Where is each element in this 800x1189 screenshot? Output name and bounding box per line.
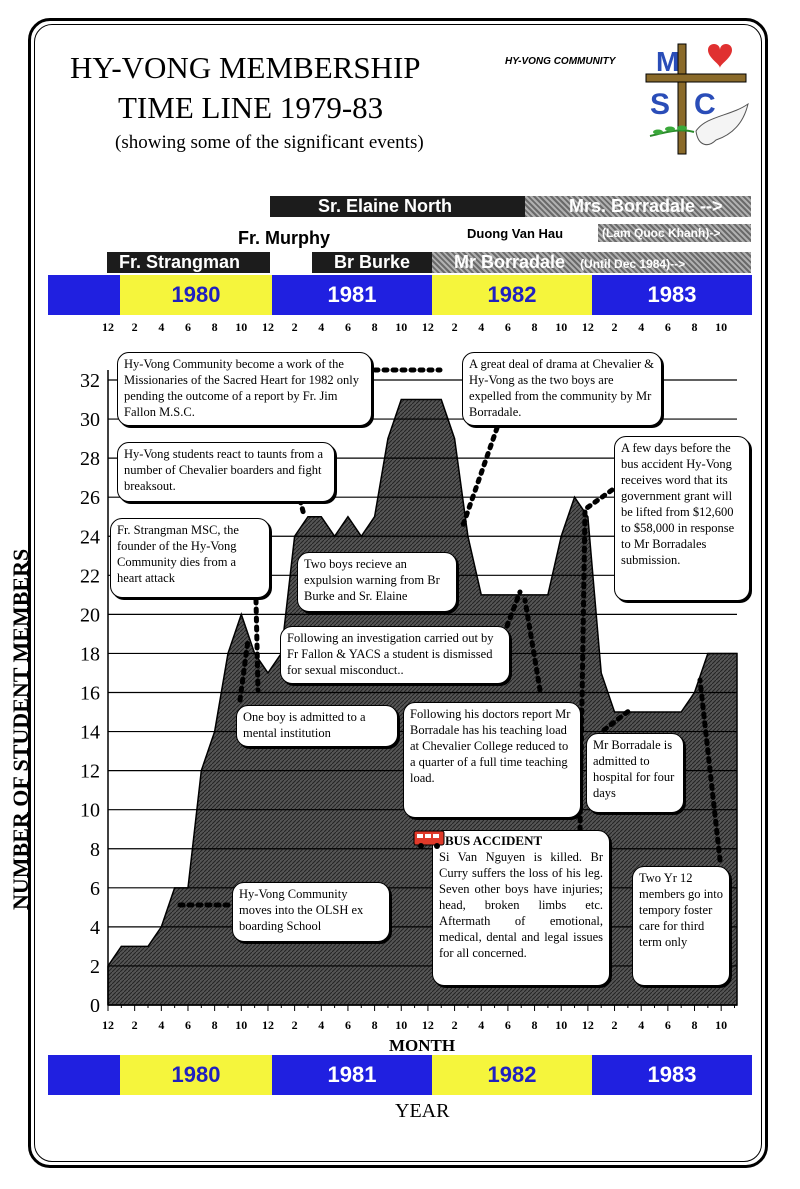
label-until: (Until Dec 1984)-->: [580, 257, 686, 271]
year-seg-1979-bottom: [48, 1055, 120, 1095]
bottom-month-tick-3: 6: [184, 1018, 191, 1032]
bus-icon: [413, 829, 445, 851]
connector-fight: [300, 500, 304, 515]
bottom-month-tick-0: 12: [102, 1018, 114, 1032]
y-tick-14: 14: [80, 721, 100, 744]
y-tick-20: 20: [80, 604, 100, 627]
logo-letter-s: S: [650, 88, 671, 121]
year-seg-1982: 1982: [432, 275, 592, 315]
top-month-tick-21: 6: [664, 320, 671, 334]
year-seg-1983-bottom: 1983: [592, 1055, 752, 1095]
bottom-month-tick-13: 2: [451, 1018, 458, 1032]
label-sr-elaine: Sr. Elaine North: [318, 196, 453, 216]
y-tick-28: 28: [80, 448, 100, 471]
y-tick-22: 22: [80, 565, 100, 588]
bottom-month-tick-12: 12: [421, 1018, 434, 1032]
top-month-tick-22: 8: [691, 320, 698, 334]
year-seg-1982-bottom: 1982: [432, 1055, 592, 1095]
year-seg-1983: 1983: [592, 275, 752, 315]
top-month-tick-16: 8: [531, 320, 538, 334]
y-tick-10: 10: [80, 799, 100, 822]
note-government-grant: A few days before the bus accident Hy-Vong receives word that its government grant will be lifted from $12,600 to $58,000 in response to Mr Borradales submission.: [614, 436, 750, 601]
top-month-tick-7: 2: [291, 320, 298, 334]
label-fr-murphy: Fr. Murphy: [238, 228, 331, 248]
top-month-tick-17: 10: [555, 320, 568, 334]
year-seg-1980-bottom: 1980: [120, 1055, 272, 1095]
y-tick-6: 6: [90, 877, 100, 900]
y-tick-12: 12: [80, 760, 100, 783]
label-lam: (Lam Quoc Khanh)->: [602, 226, 721, 240]
top-month-tick-15: 6: [504, 320, 511, 334]
note-mental-institution: One boy is admitted to a mental institution: [236, 705, 398, 747]
top-month-tick-14: 4: [478, 320, 485, 334]
note-expulsion-warning: Two boys recieve an expulsion warning from Br Burke and Sr. Elaine: [297, 552, 457, 612]
bottom-month-tick-20: 4: [638, 1018, 645, 1032]
y-tick-0: 0: [90, 995, 100, 1017]
top-month-tick-11: 10: [395, 320, 408, 334]
label-mr-borradale: Mr Borradale: [454, 252, 566, 272]
bottom-month-tick-6: 12: [261, 1018, 274, 1032]
year-axis-label: YEAR: [395, 1100, 450, 1122]
top-month-tick-12: 12: [421, 320, 434, 334]
logo-letter-m: M: [656, 46, 680, 77]
top-month-tick-13: 2: [451, 320, 458, 334]
x-axis-label: MONTH: [389, 1036, 456, 1055]
bottom-month-tick-1: 2: [131, 1018, 138, 1032]
year-row-bottom: [48, 1055, 752, 1095]
bottom-month-tick-10: 8: [371, 1018, 378, 1032]
top-month-tick-2: 4: [158, 320, 165, 334]
note-msc-work: Hy-Vong Community become a work of the Missionaries of the Sacred Heart for 1982 only pending the outcome of a report by Fr. Jim Fallon M.S.C.: [117, 352, 372, 426]
bus-accident-text: Si Van Nguyen is killed. Br Curry suffers the loss of his leg. Seven other boys have injuries; head, broken limbs etc. Aftermath of emotional, medical, dental and legal issues for all concerned.: [439, 850, 603, 960]
bottom-month-tick-9: 6: [344, 1018, 351, 1032]
note-doctors-report: Following his doctors report Mr Borradale has his teaching load at Chevalier College reduced to a quarter of a full time teaching load.: [403, 702, 581, 818]
bottom-month-tick-22: 8: [691, 1018, 698, 1032]
bottom-month-tick-21: 6: [664, 1018, 671, 1032]
note-hospital: Mr Borradale is admitted to hospital for four days: [586, 733, 684, 813]
y-tick-32: 32: [80, 370, 100, 392]
bottom-month-tick-18: 12: [581, 1018, 594, 1032]
month-row-bottom: [0, 1018, 800, 1034]
top-month-tick-19: 2: [611, 320, 618, 334]
year-seg-1981: 1981: [272, 275, 432, 315]
year-seg-1981-bottom: 1981: [272, 1055, 432, 1095]
note-bus-accident: [432, 830, 610, 986]
connector-strangman: [256, 600, 258, 690]
top-month-tick-3: 6: [184, 320, 191, 334]
top-month-tick-0: 12: [102, 320, 114, 334]
community-name: HY-VONG COMMUNITY: [505, 56, 616, 67]
y-tick-4: 4: [90, 916, 100, 939]
bottom-month-tick-4: 8: [211, 1018, 218, 1032]
bottom-month-tick-19: 2: [611, 1018, 618, 1032]
note-fight: Hy-Vong students react to taunts from a number of Chevalier boarders and fight breaksout.: [117, 442, 335, 502]
y-tick-16: 16: [80, 682, 100, 705]
label-mrs-borradale: Mrs. Borradale -->: [569, 196, 723, 216]
y-tick-18: 18: [80, 643, 100, 666]
year-seg-1980: 1980: [120, 275, 272, 315]
note-foster-care: Two Yr 12 members go into tempory foster care for third term only: [632, 866, 730, 986]
y-tick-26: 26: [80, 487, 100, 510]
page-subtitle: (showing some of the significant events): [115, 132, 424, 153]
top-month-tick-5: 10: [235, 320, 248, 334]
top-month-tick-20: 4: [638, 320, 645, 334]
label-br-burke: Br Burke: [334, 252, 411, 272]
top-month-tick-8: 4: [318, 320, 325, 334]
top-month-tick-9: 6: [344, 320, 351, 334]
top-month-tick-23: 10: [715, 320, 728, 334]
y-tick-30: 30: [80, 409, 100, 432]
bottom-month-tick-23: 10: [715, 1018, 728, 1032]
bottom-month-tick-15: 6: [504, 1018, 511, 1032]
y-tick-2: 2: [90, 955, 100, 978]
y-tick-24: 24: [80, 526, 100, 549]
logo-letter-c: C: [694, 88, 716, 121]
bottom-month-tick-7: 2: [291, 1018, 298, 1032]
bottom-month-tick-11: 10: [395, 1018, 408, 1032]
top-month-tick-10: 8: [371, 320, 378, 334]
note-drama-expelled: A great deal of drama at Chevalier & Hy-Vong as the two boys are expelled from the community by Mr Borradale.: [462, 352, 662, 426]
label-fr-strangman: Fr. Strangman: [119, 252, 241, 272]
top-month-tick-18: 12: [581, 320, 594, 334]
bus-accident-title: BUS ACCIDENT: [445, 833, 543, 848]
note-investigation: Following an investigation carried out by Fr Fallon & YACS a student is dismissed for sexual misconduct..: [280, 626, 510, 684]
title-line-2: TIME LINE 1979-83: [118, 90, 384, 125]
bottom-month-tick-2: 4: [158, 1018, 165, 1032]
bottom-month-tick-16: 8: [531, 1018, 538, 1032]
title-line-1: HY-VONG MEMBERSHIP: [70, 50, 421, 85]
bottom-month-tick-5: 10: [235, 1018, 248, 1032]
connector-grant: [584, 490, 612, 510]
note-strangman-dies: Fr. Strangman MSC, the founder of the Hy-Vong Community dies from a heart attack: [110, 518, 270, 598]
y-axis-label: NUMBER OF STUDENT MEMBERS: [8, 548, 33, 910]
y-tick-8: 8: [90, 838, 100, 861]
bottom-month-tick-14: 4: [478, 1018, 485, 1032]
label-duong: Duong Van Hau: [467, 226, 564, 241]
top-month-tick-4: 8: [211, 320, 218, 334]
note-olsh-move: Hy-Vong Community moves into the OLSH ex boarding School: [232, 882, 390, 942]
bottom-month-tick-8: 4: [318, 1018, 325, 1032]
top-month-tick-6: 12: [261, 320, 274, 334]
bottom-month-tick-17: 10: [555, 1018, 568, 1032]
top-month-tick-1: 2: [131, 320, 138, 334]
connector-drama: [462, 428, 497, 528]
